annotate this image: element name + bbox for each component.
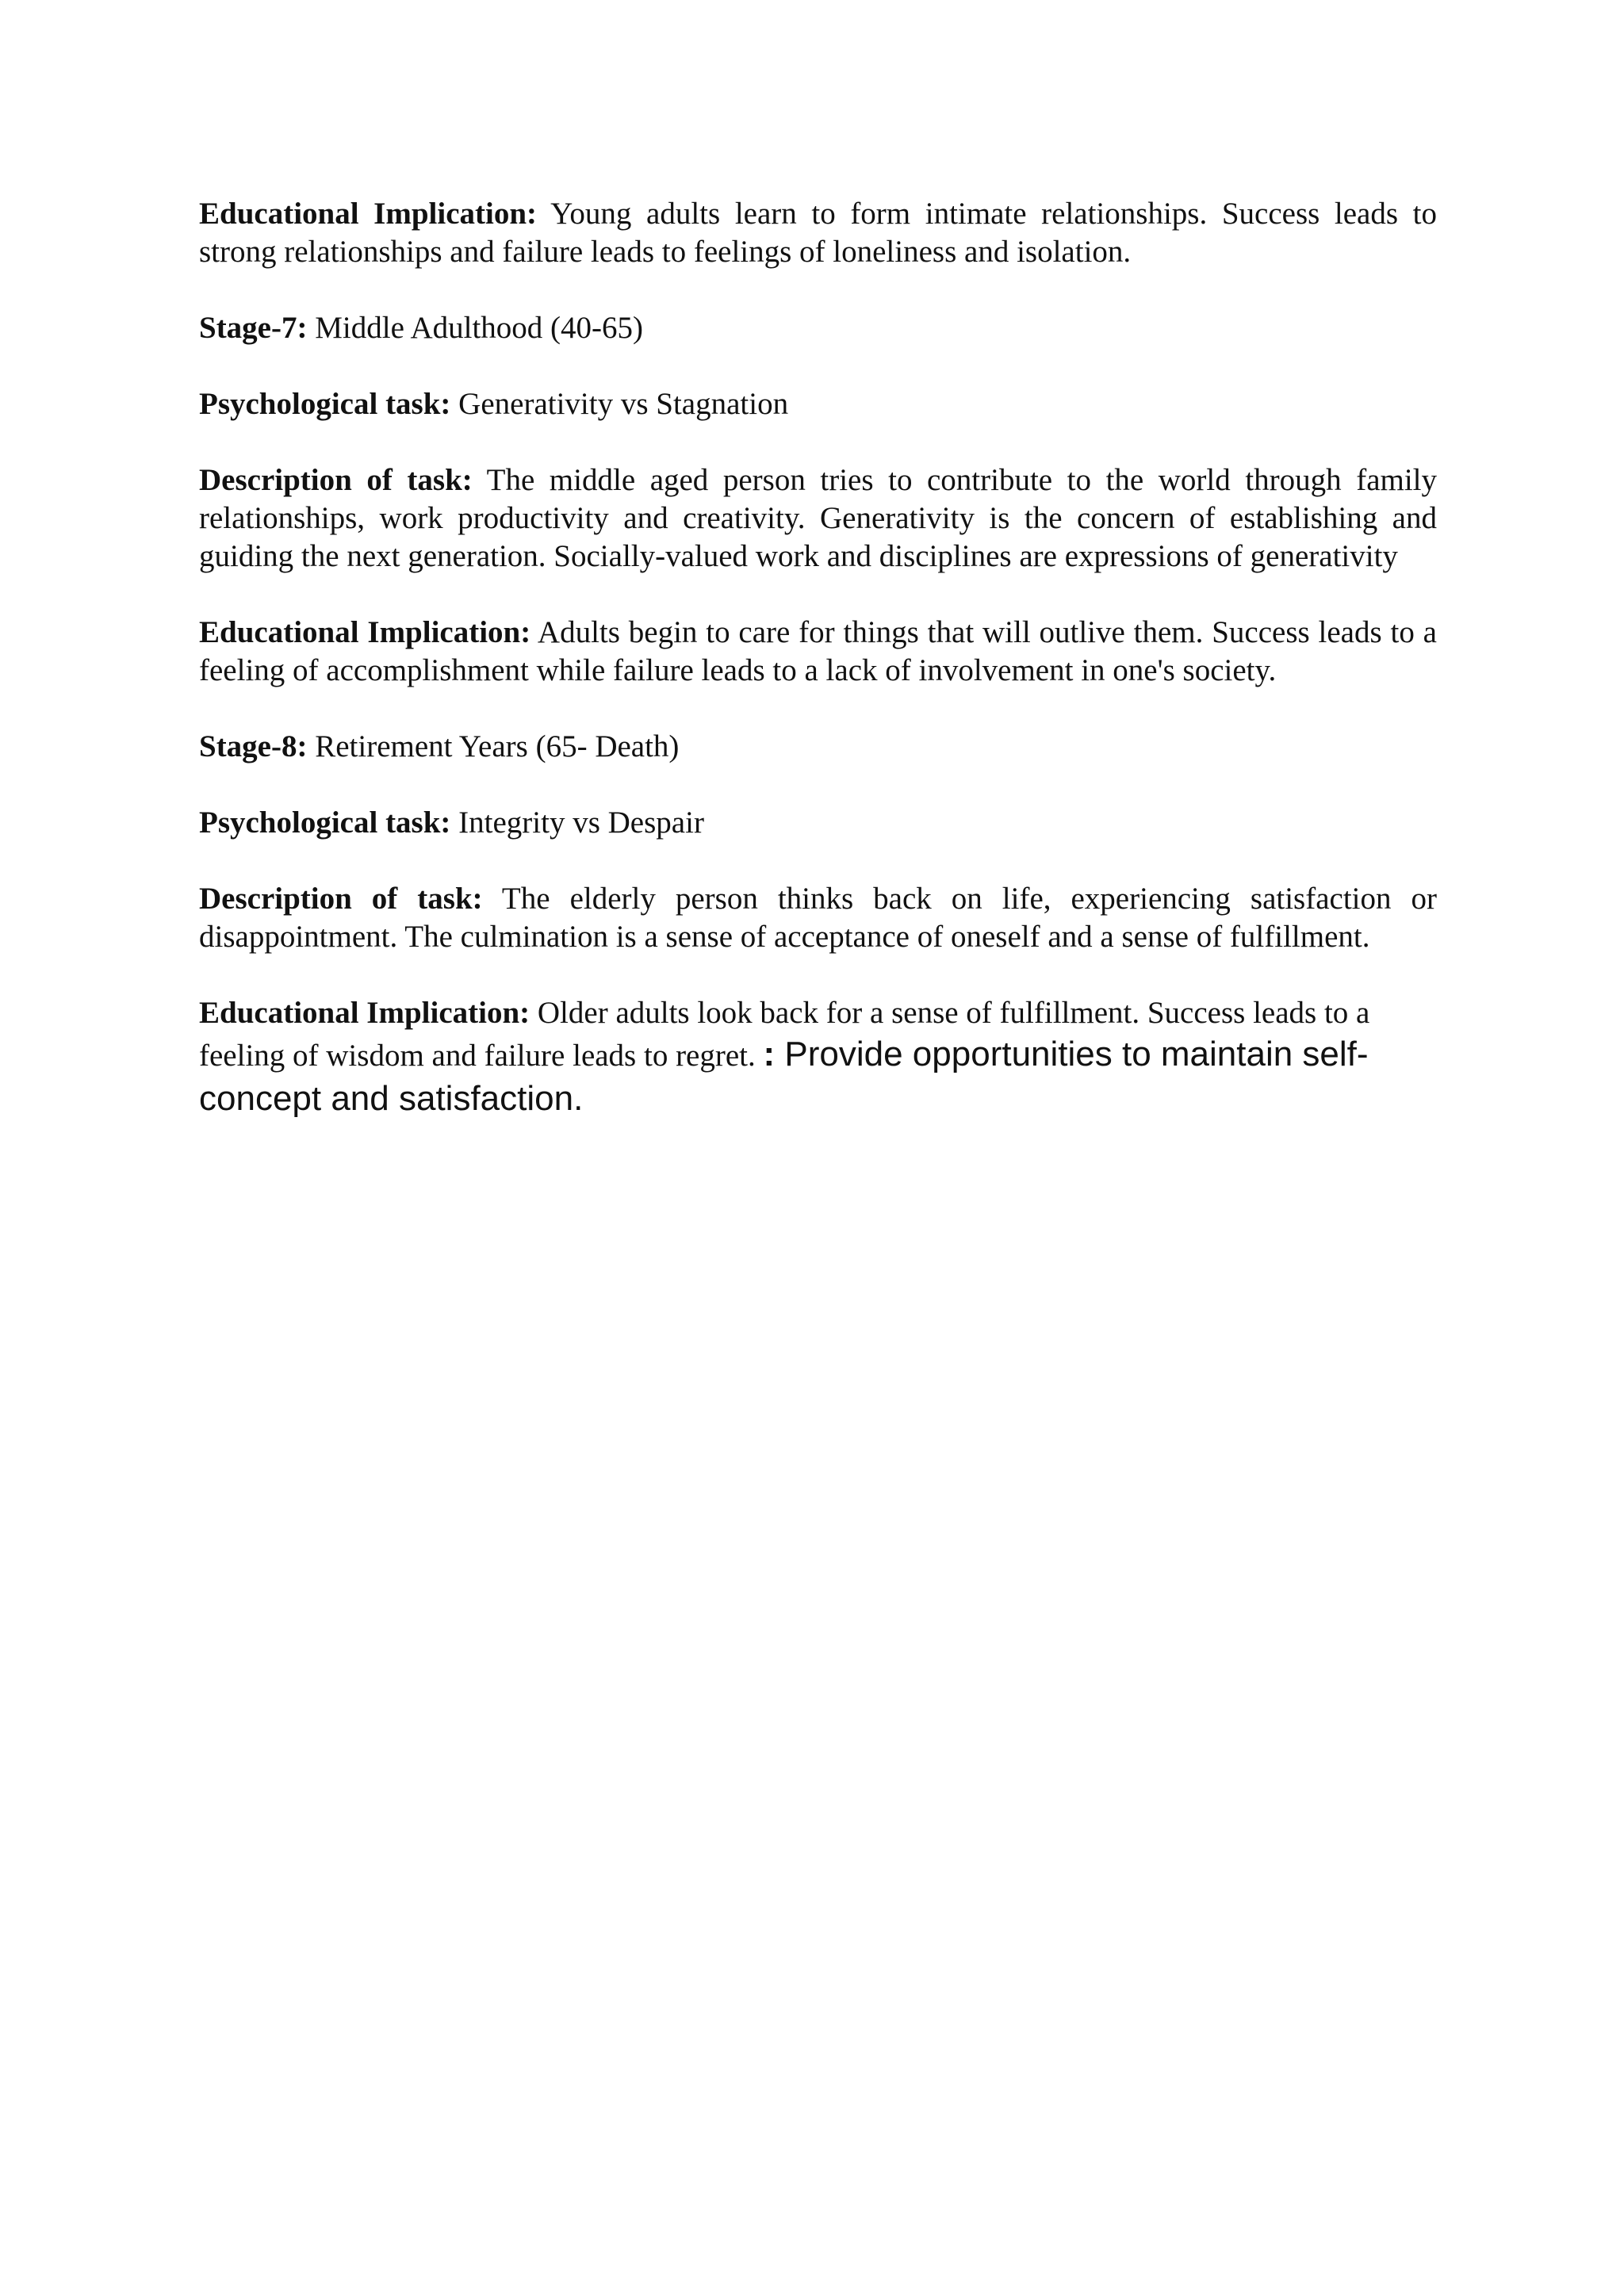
educational-implication-stage-6 <box>199 195 1437 271</box>
body-text: Generativity vs Stagnation <box>450 387 789 421</box>
body-text: The elderly person thinks back on life, experiencing satisfaction or disappointment. The culmination is a sense of acceptance of oneself and a sense of fulfillment. <box>199 882 1437 954</box>
body-text: Young adults learn to form intimate relationships. Success leads to strong relationships and failure leads to feelings of loneliness and isolation. <box>199 197 1437 269</box>
body-text: Adults begin to care for things that will outlive them. Success leads to a feeling of accomplishment while failure leads to a lack of involvement in one's society. <box>199 615 1437 687</box>
label: Description of task: <box>199 463 473 497</box>
colon-separator: : <box>763 1035 776 1073</box>
label: Stage-8: <box>199 729 308 763</box>
label: Psychological task: <box>199 806 451 840</box>
stage-8-heading <box>199 728 1437 766</box>
body-text: Retirement Years (65- Death) <box>307 729 680 763</box>
label: Description of task: <box>199 882 483 916</box>
body-text: The middle aged person tries to contribute to the world through family relationships, work productivity and creativity. Generativity is the concern of establishing and guiding the next generation. Socially-valued work and disciplines are expressions of generativity <box>199 463 1438 573</box>
description-of-task-stage-8 <box>199 880 1437 956</box>
body-text: Older adults look back for a sense of fulfillment. Success leads to a feeling of wisdom and failure leads to regret. <box>199 996 1370 1073</box>
label: Educational Implication: <box>199 197 537 231</box>
educational-implication-stage-7 <box>199 614 1437 690</box>
body-text: Integrity vs Despair <box>450 806 704 840</box>
label: Educational Implication: <box>199 996 530 1030</box>
body-text: Middle Adulthood (40-65) <box>307 311 644 345</box>
label: Stage-7: <box>199 311 308 345</box>
stage-7-heading <box>199 309 1437 347</box>
psychological-task-stage-7 <box>199 385 1437 423</box>
tail-text: Provide opportunities to maintain self-concept and satisfaction. <box>199 1035 1369 1118</box>
educational-implication-stage-8 <box>199 994 1437 1121</box>
psychological-task-stage-8 <box>199 804 1437 842</box>
description-of-task-stage-7 <box>199 461 1437 576</box>
label: Psychological task: <box>199 387 451 421</box>
label: Educational Implication: <box>199 615 531 649</box>
document-page <box>199 195 1437 1121</box>
